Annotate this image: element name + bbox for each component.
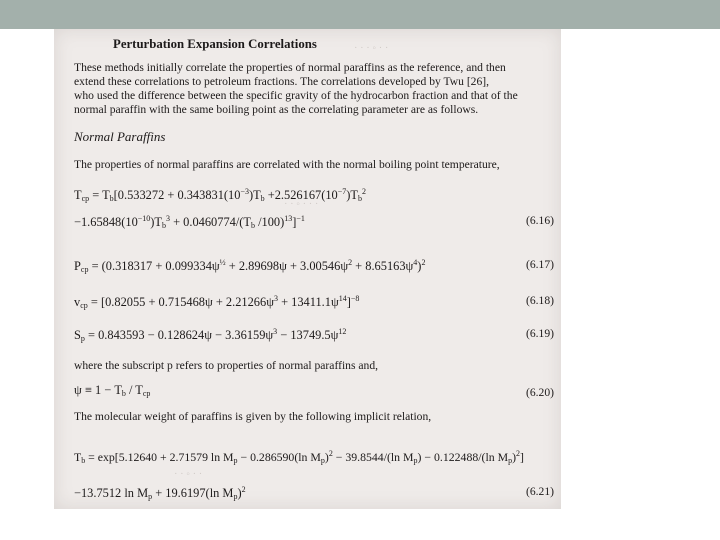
bleed-through: · · ◦ · · bbox=[174, 469, 203, 480]
equation-6-16-line2: $-1.65848(10^{-10})T_b^3 + 0.0460774/(T_b$ /100)$^{13}$]$^{-1}$ bbox=[74, 214, 305, 230]
equation-6-19: $S_p = 0.843593 - 0.128624\psi - 3.36159\psi^3 - 13749.5\psi^{12}$ bbox=[74, 327, 347, 343]
equation-number: (6.16) bbox=[526, 214, 555, 227]
intro-line: who used the difference between the specific gravity of the hydrocarbon fraction and that of the bbox=[74, 89, 518, 102]
scanned-page bbox=[54, 29, 561, 509]
bleed-through: · · ◦ · · · bbox=[284, 199, 319, 210]
equation-6-21-line1: $T_b = \exp[5.12640 + 2.71579$ $\ln M_p - 0.286590(\ln$ $M_p)^2 - 39.8544/(\ln$ $M_p) - 0.122488/(\ln$ $M_p)^2$] bbox=[74, 449, 524, 465]
equation-6-17: $P_{cp} = (0.318317 + 0.099334\psi^{\frac{1}{2}} + 2.89698\psi + 3.00546\psi^2 + 8.65163\psi^4)^2$ bbox=[74, 258, 426, 274]
bleed-through: · · · ◦ · · bbox=[354, 43, 389, 54]
equation-number: (6.20) bbox=[526, 386, 555, 399]
equation-6-16-line1: $T_{cp} = T_b[0.533272 + 0.343831(10^{-3})T_b +2.526167(10^{-7})T_b^2$ bbox=[74, 187, 366, 203]
top-banner bbox=[0, 0, 720, 29]
equation-number: (6.19) bbox=[526, 327, 555, 340]
equation-number: (6.17) bbox=[526, 258, 555, 271]
intro-line: normal paraffin with the same boiling point as the correlating parameter are as follows. bbox=[74, 103, 479, 116]
equation-6-21-line2: −13.7512 $\ln M_p + 19.6197(\ln$ $M_p)^2$ bbox=[74, 485, 246, 501]
equation-6-20: $\psi \equiv 1 - T_b / T_{cp}$ bbox=[74, 383, 151, 398]
where-text: where the subscript p refers to properties of normal paraffins and, bbox=[74, 359, 379, 372]
equation-number: (6.21) bbox=[526, 485, 555, 498]
molecular-weight-lead: The molecular weight of paraffins is given by the following implicit relation, bbox=[74, 410, 432, 423]
equation-6-18: $v_{cp} = [0.82055 + 0.715468\psi + 2.21266\psi^3 + 13411.1\psi^{14}]^{-8}$ bbox=[74, 294, 360, 310]
equation-number: (6.18) bbox=[526, 294, 555, 307]
intro-line: extend these correlations to petroleum fractions. The correlations developed by Twu [26], bbox=[74, 75, 490, 88]
section-heading: Perturbation Expansion Correlations bbox=[113, 37, 317, 51]
subsection-title: Normal Paraffins bbox=[74, 129, 166, 144]
lead-text: The properties of normal paraffins are correlated with the normal boiling point temperature, bbox=[74, 158, 500, 171]
intro-line: These methods initially correlate the properties of normal paraffins as the reference, and then bbox=[74, 61, 506, 74]
